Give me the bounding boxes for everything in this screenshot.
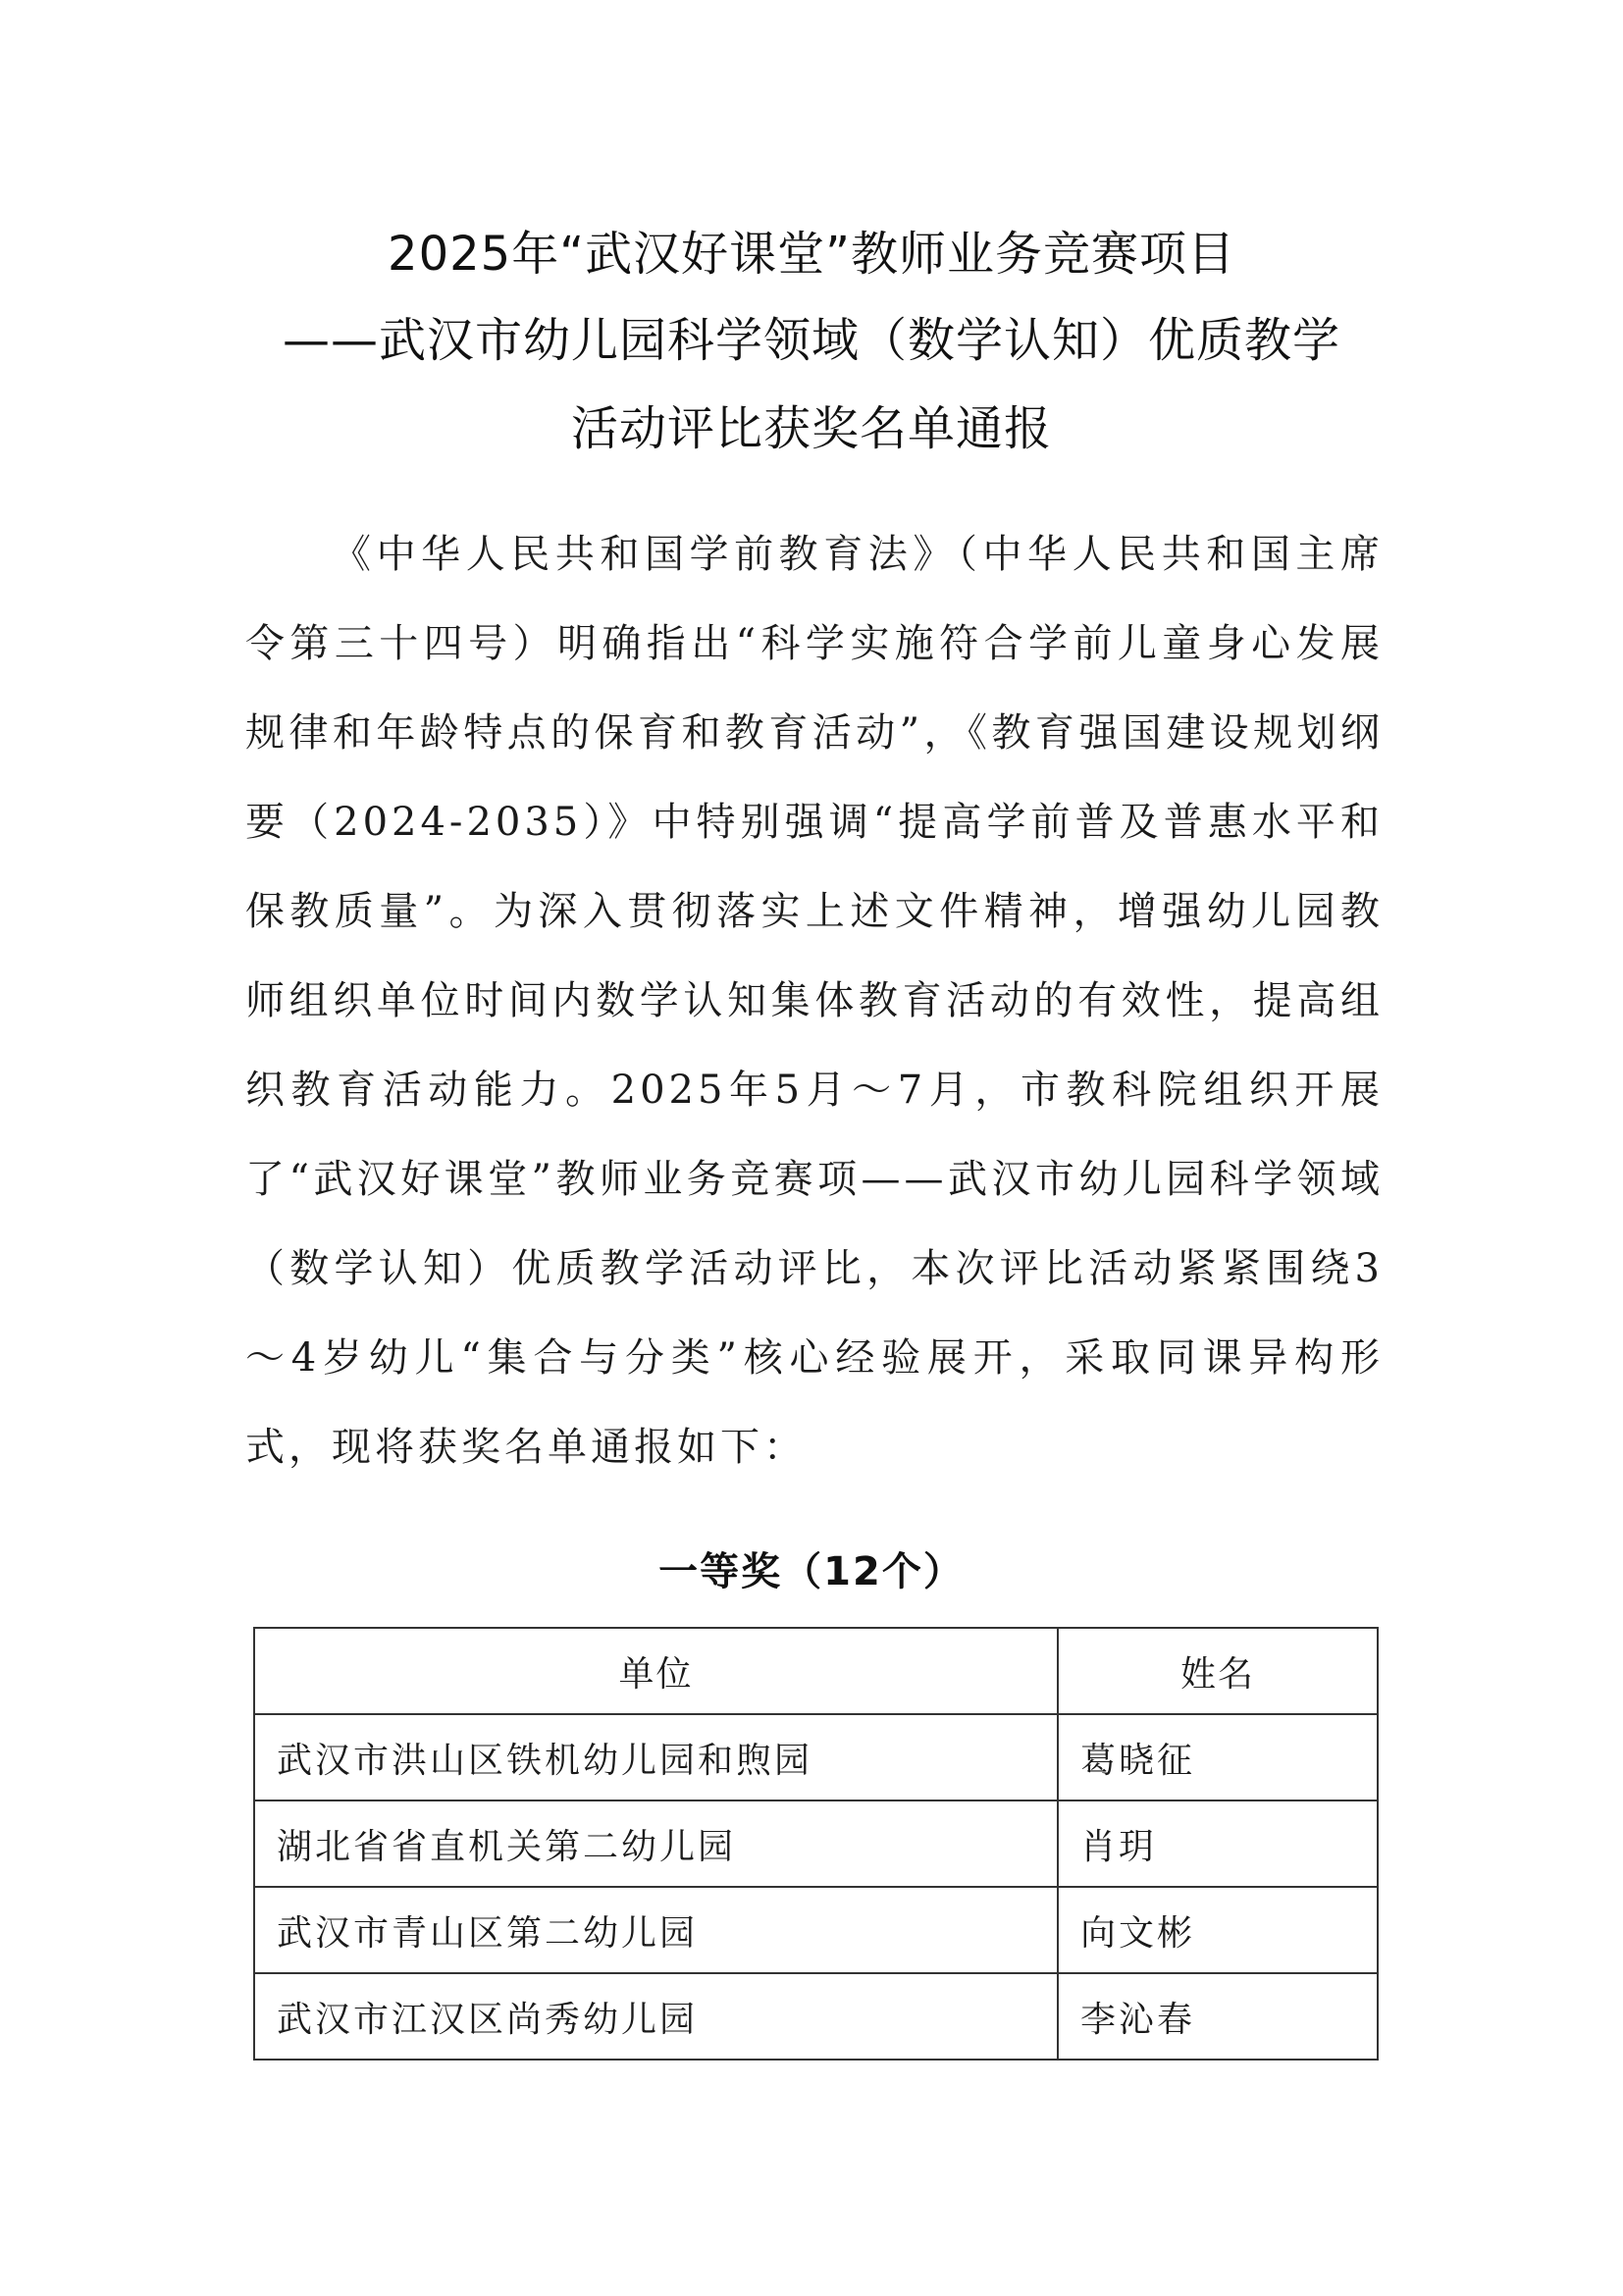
unit-cell: 湖北省省直机关第二幼儿园 (254, 1800, 1058, 1887)
table-header-row (254, 1628, 1378, 1714)
document-title-line-2: ——武汉市幼儿园科学领域（数学认知）优质教学 (282, 313, 1340, 368)
column-header-unit: 单位 (254, 1628, 1058, 1714)
document-title-line-1: 2025年“武汉好课堂”教师业务竞赛项目 (388, 227, 1235, 282)
table-row (254, 1887, 1378, 1973)
unit-cell: 武汉市洪山区铁机幼儿园和煦园 (254, 1714, 1058, 1800)
name-cell: 向文彬 (1058, 1887, 1378, 1973)
table-row (254, 1714, 1378, 1800)
unit-cell: 武汉市青山区第二幼儿园 (254, 1887, 1058, 1973)
award-section-heading: 一等奖（12个） (658, 1549, 965, 1594)
name-cell: 肖玥 (1058, 1800, 1378, 1887)
table-row (254, 1973, 1378, 2060)
table-row (254, 1800, 1378, 1887)
unit-cell: 武汉市江汉区尚秀幼儿园 (254, 1973, 1058, 2060)
column-header-name: 姓名 (1058, 1628, 1378, 1714)
name-cell: 李沁春 (1058, 1973, 1378, 2060)
name-cell: 葛晓征 (1058, 1714, 1378, 1800)
award-table (253, 1627, 1379, 2061)
document-title-line-3: 活动评比获奖名单通报 (570, 401, 1052, 456)
body-paragraph: 《中华人民共和国学前教育法》（中华人民共和国主席令第三十四号）明确指出“科学实施符合学前儿童身心发展规律和年龄特点的保育和教育活动”，《教育强国建设规划纲要（2024-2035）》中特别强调“提高学前普及普惠水平和保教质量”。为深入贯彻落实上述文件精神，增强幼儿园教师组织单位时间内数学认知集体教育活动的有效性，提高组织教育活动能力。2025年5月～7月，市教科院组织开展了“武汉好课堂”教师业务竞赛项——武汉市幼儿园科学领域（数学认知）优质教学活动评比，本次评比活动紧紧围绕3～4岁幼儿“集合与分类”核心经验展开，采取同课异构形式，现将获奖名单通报如下： (245, 532, 1384, 1470)
